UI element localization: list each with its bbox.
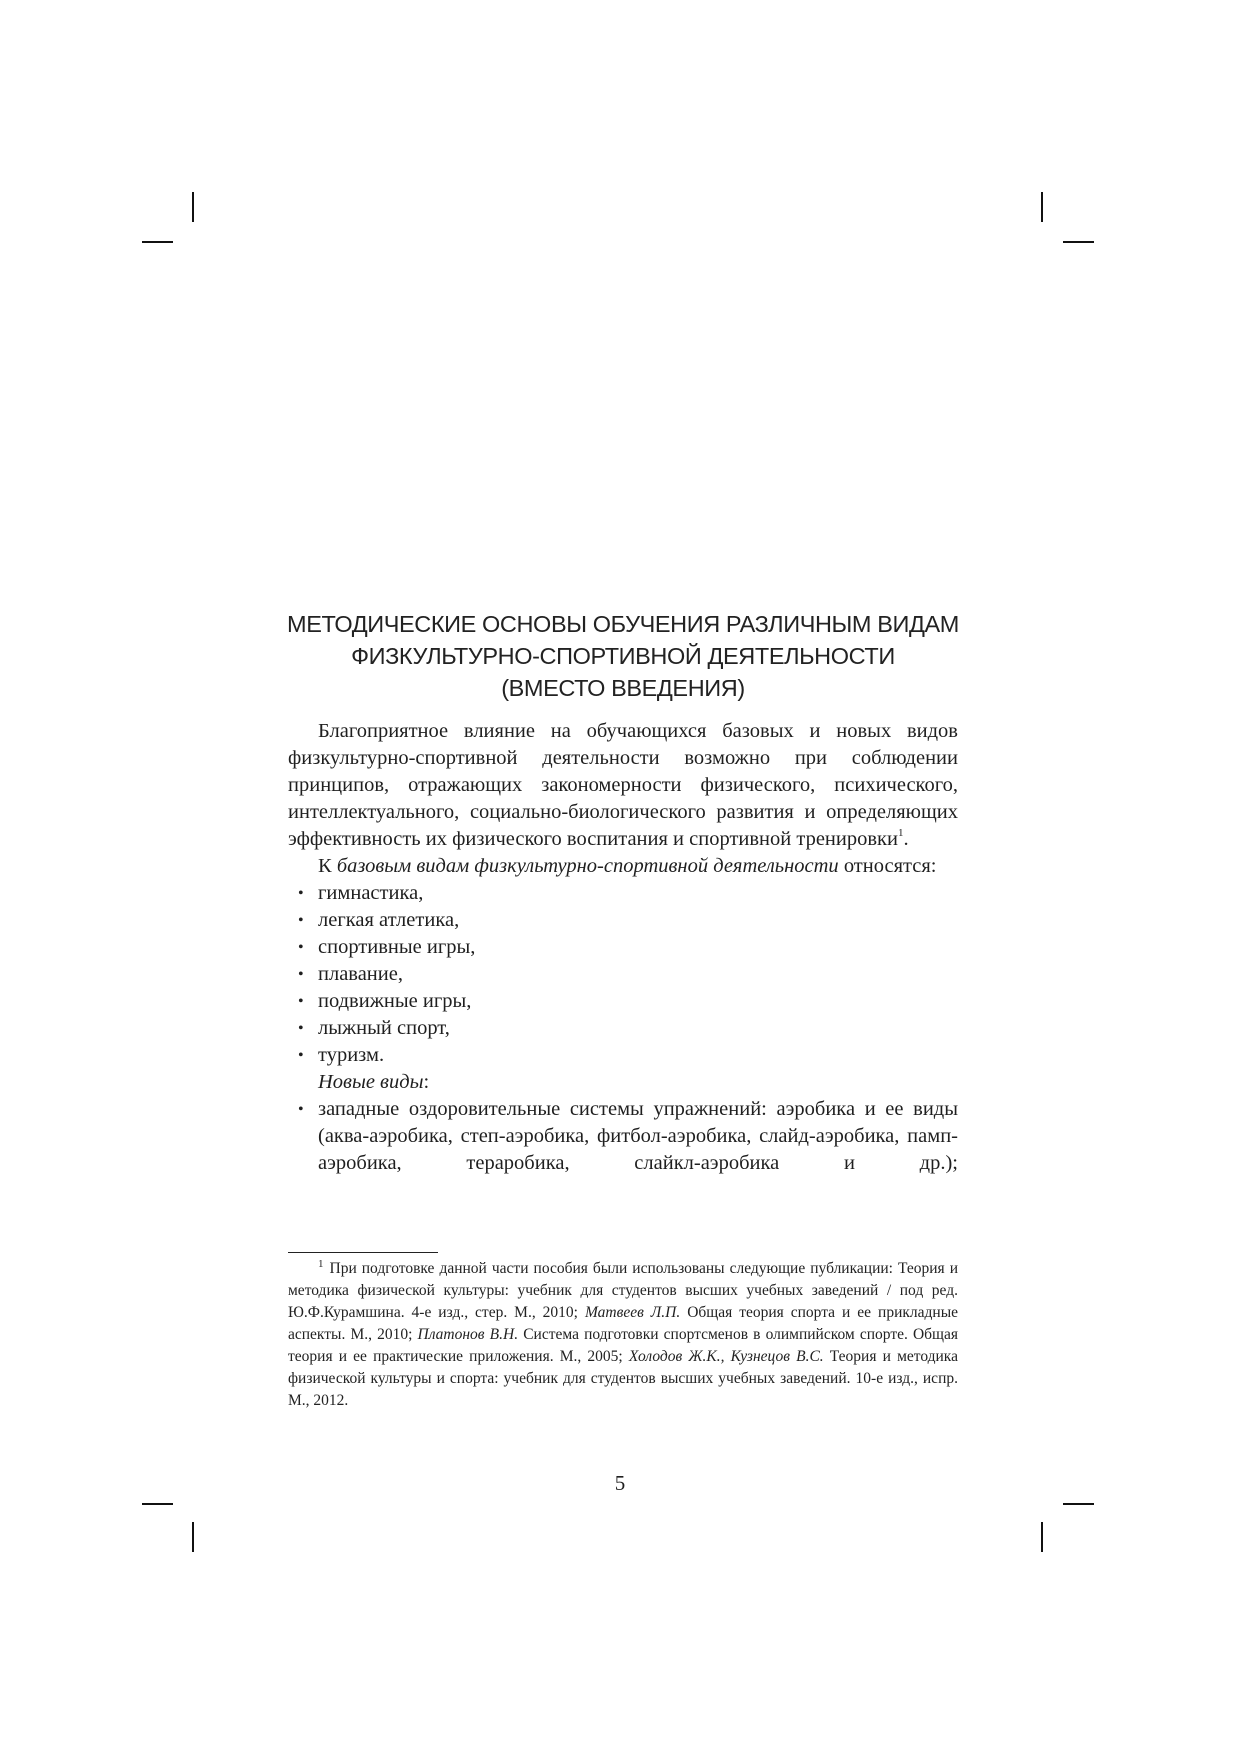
footnote-text-4: Теория и методика физической культуры и спорта: учебник для студентов высших учебных заведений. 10-е изд., испр. М., 2012.	[288, 1348, 958, 1409]
intro-text: Благоприятное влияние на обучающихся базовых и новых видов физкультурно-спортивной деятельности возможно при соблюдении принципов, отражающих закономерности физического, психического, интеллектуального, социально-биологического развития и определяющих эффективность их физического воспитания и спортивной тренировки	[288, 720, 958, 850]
crop-mark-top-right-vertical	[1041, 192, 1043, 222]
crop-mark-bottom-right-vertical	[1041, 1522, 1043, 1552]
page-number: 5	[614, 1471, 626, 1495]
footnote-reference[interactable]: 1	[898, 827, 904, 840]
title-line-3: (ВМЕСТО ВВЕДЕНИЯ)	[501, 675, 745, 701]
footnote	[288, 1258, 958, 1412]
list-item: • западные оздоровительные системы упражнений: аэробика и ее виды (аква-аэробика, степ-аэробика, фитбол-аэробика, слайд-аэробика, памп-аэробика, тераробика, слайкл-аэробика и др.);	[288, 1096, 958, 1177]
crop-mark-bottom-left-horizontal	[142, 1503, 173, 1505]
basic-kinds-list	[288, 880, 958, 1069]
footnote-text-2: Общая теория спорта и ее прикладные аспекты. М., 2010;	[288, 1304, 958, 1343]
crop-mark-top-left-vertical	[192, 192, 194, 222]
title-line-2: ФИЗКУЛЬТУРНО-СПОРТИВНОЙ ДЕЯТЕЛЬНОСТИ	[351, 643, 895, 669]
list-item: • туризм.	[288, 1042, 958, 1069]
footnote-author-2: Платонов В.Н.	[417, 1326, 519, 1343]
list-item: • плавание,	[288, 961, 958, 988]
footnote-author-3: Холодов Ж.К., Кузнецов В.С.	[628, 1348, 824, 1365]
title-line-1: МЕТОДИЧЕСКИЕ ОСНОВЫ ОБУЧЕНИЯ РАЗЛИЧНЫМ ВИДАМ	[287, 611, 959, 637]
new-kinds-label	[288, 1069, 958, 1096]
list-item: • лыжный спорт,	[288, 1015, 958, 1042]
footnote-text-1: При подготовке данной части пособия были использованы следующие публикации: Теория и методика физической культуры: учебник для студентов высших учебных заведений / под ред. Ю.Ф.Курамшина. 4-е изд., стер. М., 2010;	[288, 1260, 958, 1321]
footnote-number: 1	[318, 1257, 324, 1270]
intro-end: .	[903, 828, 909, 850]
basic-suffix: относятся:	[838, 855, 937, 877]
intro-paragraph	[288, 718, 958, 853]
crop-mark-top-left-horizontal	[142, 241, 173, 243]
footnote-text-3: Система подготовки спортсменов в олимпийском спорте. Общая теория и ее практические приложения. М., 2005;	[288, 1326, 958, 1365]
new-kinds-label-text: Новые виды	[318, 1071, 424, 1093]
footnote-author-1: Матвеев Л.П.	[584, 1304, 681, 1321]
crop-mark-top-right-horizontal	[1063, 241, 1094, 243]
new-kinds-colon: :	[423, 1071, 430, 1093]
body-text	[288, 718, 958, 1177]
list-item: • гимнастика,	[288, 880, 958, 907]
page-title	[258, 608, 988, 704]
basic-emphasis: базовым видам физкультурно-спортивной деятельности	[336, 855, 839, 877]
crop-mark-bottom-left-vertical	[192, 1522, 194, 1552]
list-item: • легкая атлетика,	[288, 907, 958, 934]
basic-prefix: К	[318, 855, 337, 877]
list-item: • подвижные игры,	[288, 988, 958, 1015]
list-item: • спортивные игры,	[288, 934, 958, 961]
basic-kinds-paragraph	[288, 853, 958, 880]
footnote-separator	[288, 1252, 438, 1253]
new-kinds-list	[288, 1096, 958, 1177]
crop-mark-bottom-right-horizontal	[1063, 1503, 1094, 1505]
